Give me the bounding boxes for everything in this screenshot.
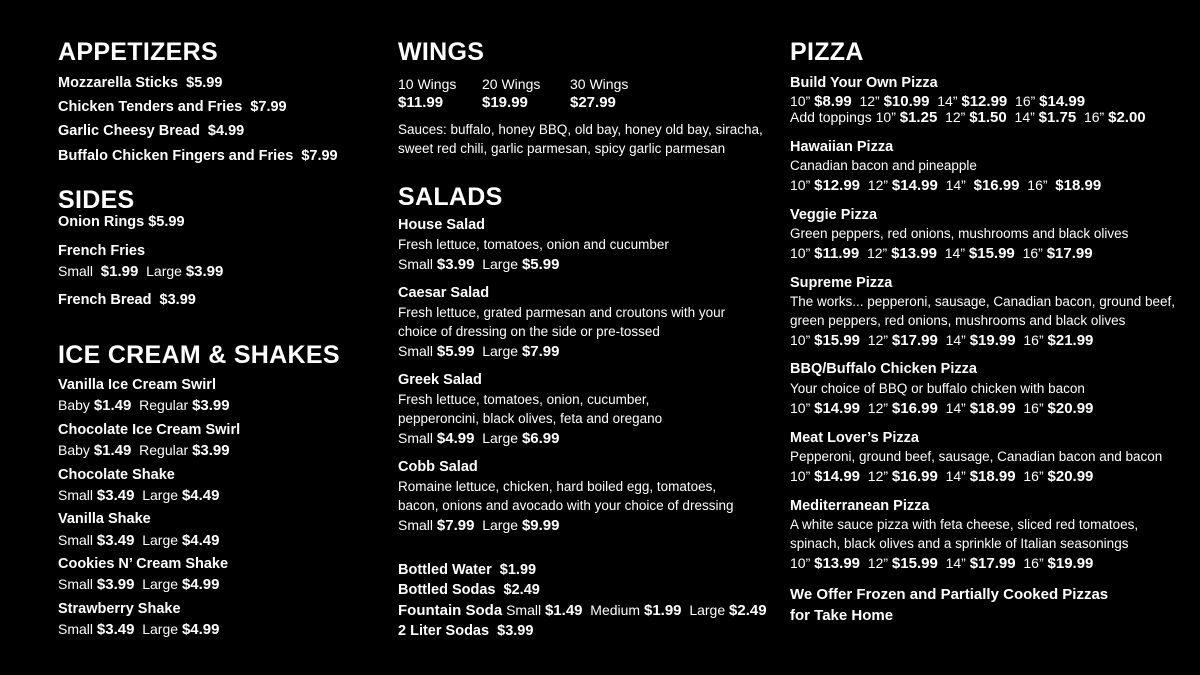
menu-item-title: Cookies N’ Cream Shake: [58, 556, 229, 572]
menu-item-title: Build Your Own Pizza: [790, 75, 938, 91]
menu-item-desc: Fresh lettuce, grated parmesan and croutons with your: [398, 305, 726, 320]
wing-count: 30 Wings: [570, 76, 629, 92]
price-line: Small $3.99 Large $5.99: [398, 256, 560, 273]
sauces-text: Sauces: buffalo, honey BBQ, old bay, honey old bay, siracha,: [398, 122, 763, 137]
menu-item: Buffalo Chicken Fingers and Fries $7.99: [58, 148, 338, 164]
drink-item: 2 Liter Sodas $3.99: [398, 623, 534, 639]
price-line: Baby $1.49 Regular $3.99: [58, 442, 230, 459]
menu-item-desc: choice of dressing on the side or pre-tossed: [398, 324, 660, 339]
price-line: Small $3.49 Large $4.49: [58, 532, 220, 549]
price-line: Small $7.99 Large $9.99: [398, 517, 560, 534]
menu-item-title: Chocolate Ice Cream Swirl: [58, 422, 241, 438]
price-line: 10” $14.99 12” $16.99 14” $18.99 16” $20.99: [790, 400, 1094, 417]
take-home-note: We Offer Frozen and Partially Cooked Pizzas: [790, 586, 1109, 603]
salads-heading: SALADS: [398, 183, 503, 211]
menu-item-title: Meat Lover’s Pizza: [790, 430, 919, 446]
menu-item-desc: bacon, onions and avocado with your choice of dressing: [398, 498, 734, 513]
sides-heading: SIDES: [58, 186, 135, 214]
menu-item: Mozzarella Sticks $5.99: [58, 75, 223, 91]
menu-item: French Bread $3.99: [58, 292, 196, 308]
menu-item: Onion Rings $5.99: [58, 214, 185, 230]
menu-item-title: Veggie Pizza: [790, 207, 878, 223]
menu-item: Garlic Cheesy Bread $4.99: [58, 123, 245, 139]
menu-item-desc: pepperoncini, black olives, feta and oregano: [398, 411, 663, 426]
menu-item-desc: Romaine lettuce, chicken, hard boiled egg, tomatoes,: [398, 479, 717, 494]
menu-item-title: Strawberry Shake: [58, 601, 181, 617]
wing-price: $11.99: [398, 94, 444, 111]
price-line: 10” $11.99 12” $13.99 14” $15.99 16” $17.99: [790, 245, 1093, 262]
wing-count: 20 Wings: [482, 76, 541, 92]
menu-item-title: Vanilla Shake: [58, 511, 151, 527]
menu-item-desc: Pepperoni, ground beef, sausage, Canadian bacon and bacon: [790, 449, 1163, 464]
menu-item-desc: The works... pepperoni, sausage, Canadian bacon, ground beef,: [790, 294, 1176, 309]
wings-heading: WINGS: [398, 38, 485, 66]
take-home-note: for Take Home: [790, 607, 894, 624]
price-line: 10” $8.99 12” $10.99 14” $12.99 16” $14.99: [790, 93, 1086, 110]
menu-item-desc: Green peppers, red onions, mushrooms and black olives: [790, 226, 1129, 241]
pizza-heading: PIZZA: [790, 38, 864, 66]
price-line: 10” $15.99 12” $17.99 14” $19.99 16” $21.99: [790, 332, 1094, 349]
menu-item-title: French Fries: [58, 243, 146, 259]
price-line: Small $3.49 Large $4.49: [58, 487, 220, 504]
wing-price: $19.99: [482, 94, 528, 111]
price-line: Small $4.99 Large $6.99: [398, 430, 560, 447]
menu-item-desc: Fresh lettuce, tomatoes, onion, cucumber,: [398, 392, 650, 407]
menu-item-title: Caesar Salad: [398, 285, 490, 301]
menu-item-desc: spinach, black olives and a sprinkle of Italian seasonings: [790, 536, 1129, 551]
ice-cream-heading: ICE CREAM & SHAKES: [58, 341, 340, 369]
menu-item-title: Mediterranean Pizza: [790, 498, 930, 514]
price-line: Add toppings 10” $1.25 12” $1.50 14” $1.75 16” $2.00: [790, 109, 1146, 126]
menu-item-title: Vanilla Ice Cream Swirl: [58, 377, 216, 393]
wing-count: 10 Wings: [398, 76, 457, 92]
menu-item-title: Supreme Pizza: [790, 275, 893, 291]
menu-item-title: Hawaiian Pizza: [790, 139, 894, 155]
menu-item-desc: Canadian bacon and pineapple: [790, 158, 977, 173]
price-line: Baby $1.49 Regular $3.99: [58, 397, 230, 414]
price-line: Small $3.99 Large $4.99: [58, 576, 220, 593]
drink-item: Bottled Water $1.99: [398, 562, 537, 578]
menu-item-desc: A white sauce pizza with feta cheese, sliced red tomatoes,: [790, 517, 1139, 532]
menu-item-title: BBQ/Buffalo Chicken Pizza: [790, 361, 977, 377]
price-line: Small $3.49 Large $4.99: [58, 621, 220, 638]
menu-item-title: Cobb Salad: [398, 459, 478, 475]
sauces-text: sweet red chili, garlic parmesan, spicy garlic parmesan: [398, 141, 726, 156]
price-line: 10” $14.99 12” $16.99 14” $18.99 16” $20.99: [790, 468, 1094, 485]
price-line: Small $1.99 Large $3.99: [58, 263, 224, 280]
price-line: 10” $12.99 12” $14.99 14” $16.99 16” $18.99: [790, 177, 1102, 194]
appetizers-heading: APPETIZERS: [58, 38, 218, 66]
menu-item-desc: Your choice of BBQ or buffalo chicken with bacon: [790, 381, 1085, 396]
menu-item-title: Chocolate Shake: [58, 467, 175, 483]
price-line: Small $5.99 Large $7.99: [398, 343, 560, 360]
menu-item-desc: green peppers, red onions, mushrooms and black olives: [790, 313, 1126, 328]
drink-item: Fountain Soda Small $1.49 Medium $1.99 Large $2.49: [398, 602, 767, 619]
drink-item: Bottled Sodas $2.49: [398, 582, 540, 598]
wing-price: $27.99: [570, 94, 616, 111]
menu-item-desc: Fresh lettuce, tomatoes, onion and cucumber: [398, 237, 669, 252]
price-line: 10” $13.99 12” $15.99 14” $17.99 16” $19.99: [790, 555, 1094, 572]
menu-item-title: House Salad: [398, 217, 486, 233]
menu-item: Chicken Tenders and Fries $7.99: [58, 99, 287, 115]
menu-item-title: Greek Salad: [398, 372, 482, 388]
